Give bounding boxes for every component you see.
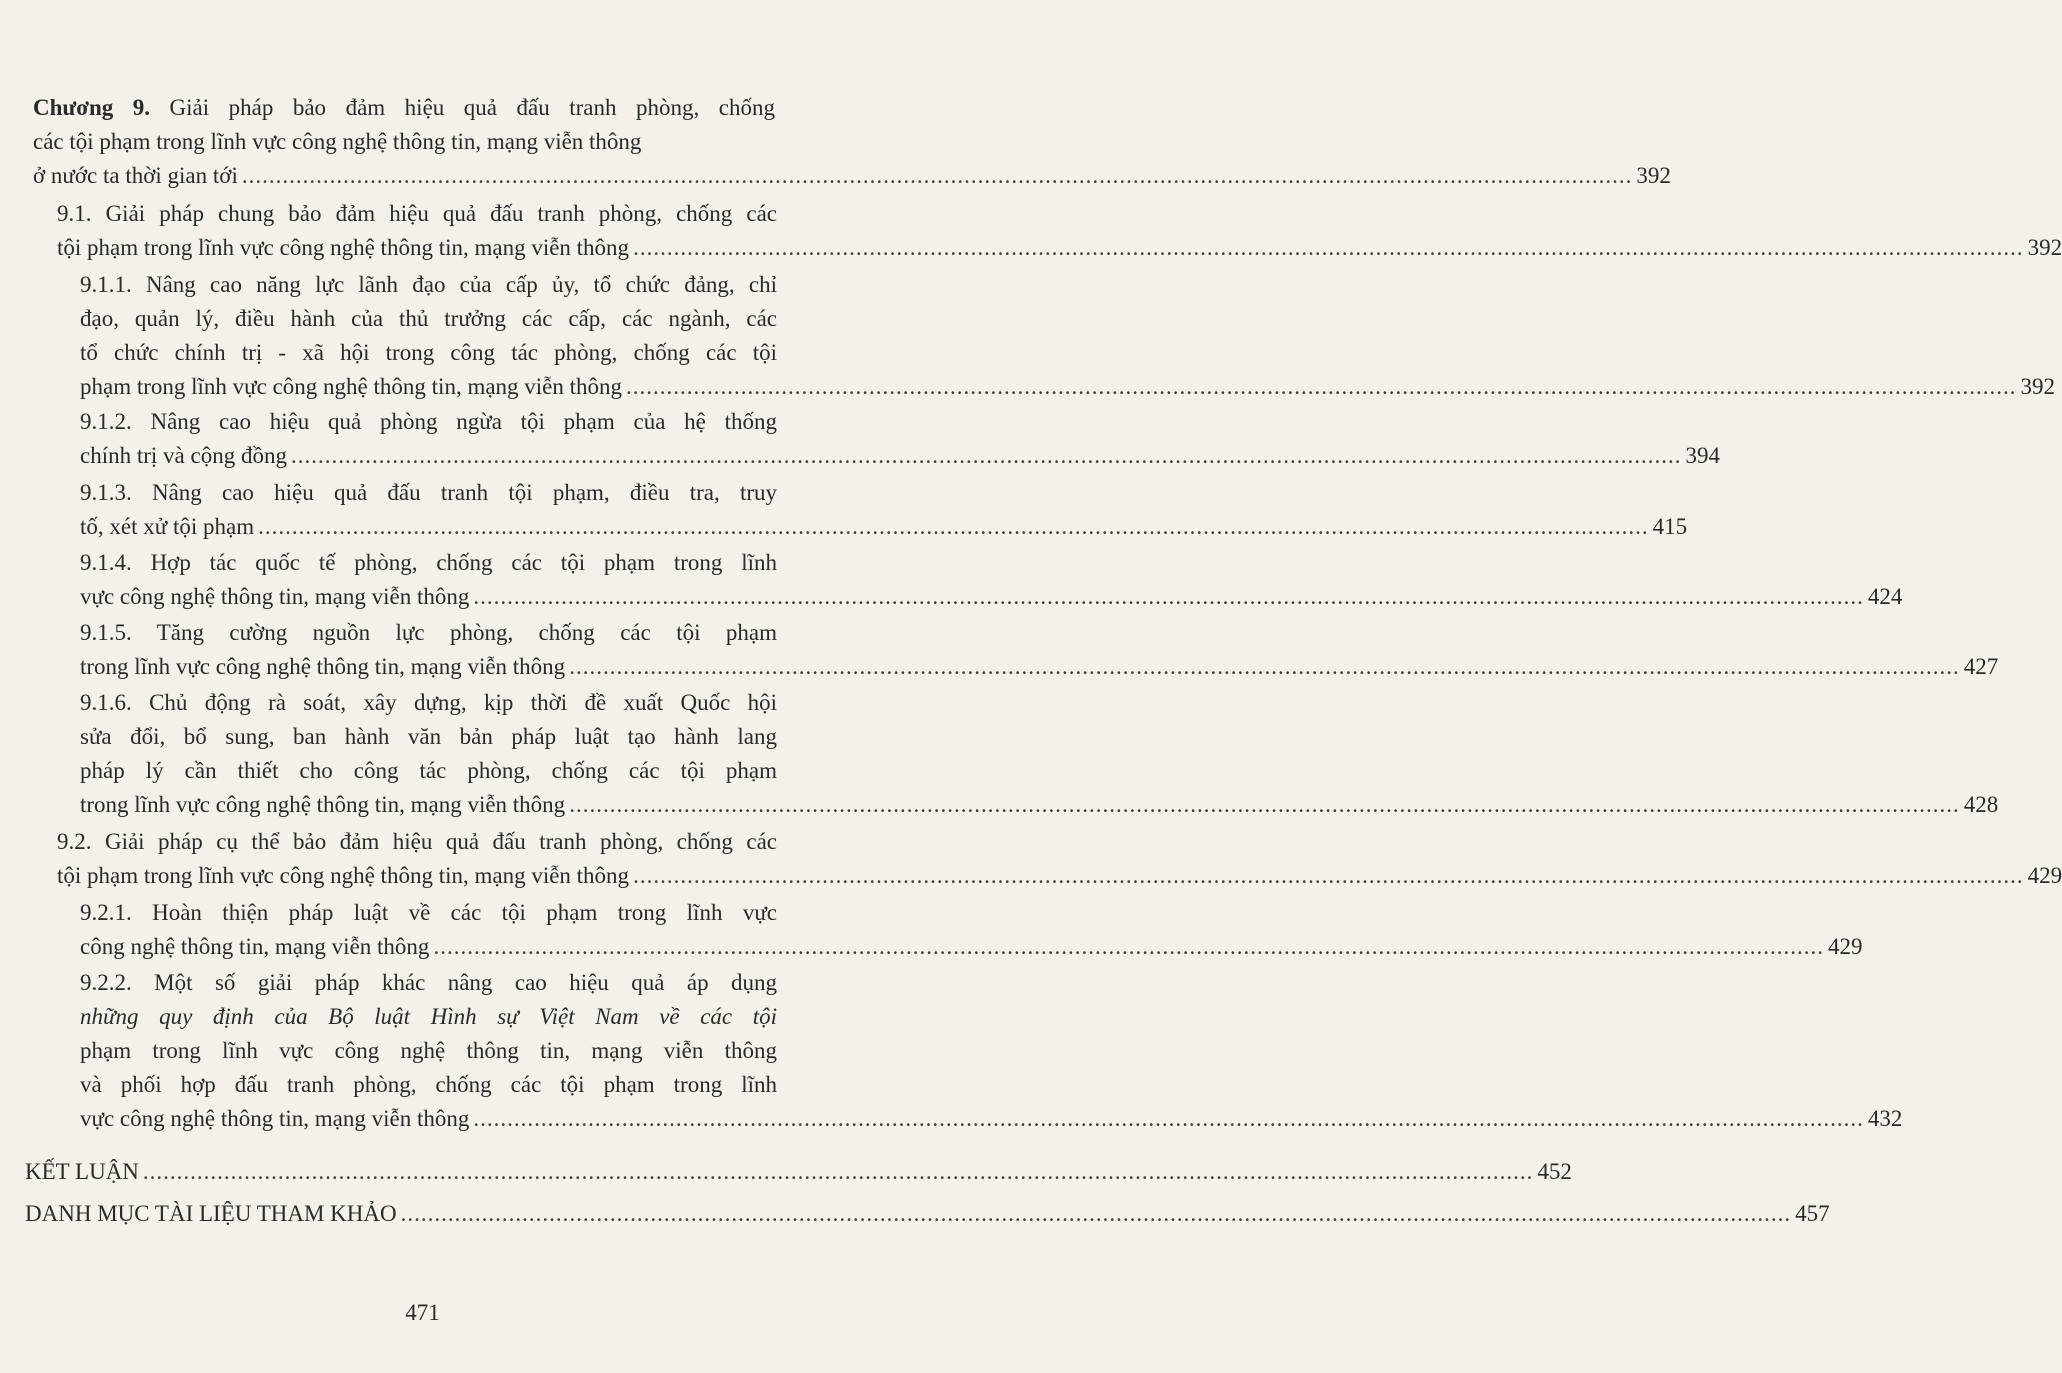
toc-entry-9-2-2 (80, 966, 1903, 1136)
toc-entry-9-1-6 (80, 686, 1999, 822)
toc-line: 9.1.3. Nâng cao hiệu quả đấu tranh tội phạm, điều tra, truy (80, 480, 777, 505)
toc-line: 9.1.2. Nâng cao hiệu quả phòng ngừa tội phạm của hệ thống (80, 409, 777, 434)
chapter-label: Chương 9. (33, 95, 150, 120)
toc-line: vực công nghệ thông tin, mạng viễn thông (80, 1106, 470, 1131)
toc-page-number: 415 (1652, 514, 1688, 539)
toc-line: công nghệ thông tin, mạng viễn thông (80, 934, 430, 959)
toc-line: tổ chức chính trị - xã hội trong công tác phòng, chống các tội (80, 340, 777, 365)
dot-leader: .............................................................................................................................................................................................................. (569, 654, 1960, 679)
toc-entry-chapter-9 (33, 91, 1671, 193)
toc-line: tội phạm trong lĩnh vực công nghệ thông tin, mạng viễn thông (57, 863, 630, 888)
toc-entry-9-2 (57, 825, 2062, 893)
dot-leader: .............................................................................................................................................................................................................. (633, 863, 2024, 888)
toc-line: tội phạm trong lĩnh vực công nghệ thông tin, mạng viễn thông (57, 235, 630, 260)
toc-page-number: 392 (2027, 235, 2062, 260)
dot-leader: .............................................................................................................................................................................................................. (400, 1201, 1792, 1226)
dot-leader: .............................................................................................................................................................................................................. (473, 1106, 1864, 1131)
toc-entry-9-1-3 (80, 476, 1688, 544)
toc-line: 9.1.1. Nâng cao năng lực lãnh đạo của cấp ủy, tổ chức đảng, chỉ (80, 272, 777, 297)
toc-entry-9-1-5 (80, 616, 1999, 684)
toc-line: những quy định của Bộ luật Hình sự Việt Nam về các tội (80, 1004, 777, 1029)
toc-line: đạo, quản lý, điều hành của thủ trưởng các cấp, các ngành, các (80, 306, 777, 331)
toc-line: 9.1.4. Hợp tác quốc tế phòng, chống các tội phạm trong lĩnh (80, 550, 777, 575)
toc-page-number: 424 (1867, 584, 1903, 609)
toc-entry-9-1-2 (80, 405, 1720, 473)
toc-line: phạm trong lĩnh vực công nghệ thông tin, mạng viễn thông (80, 1038, 777, 1063)
toc-line: vực công nghệ thông tin, mạng viễn thông (80, 584, 470, 609)
toc-entry-references (25, 1197, 1830, 1231)
toc-entry-9-1-1 (80, 268, 2056, 404)
dot-leader: .............................................................................................................................................................................................................. (569, 792, 1960, 817)
toc-page-number: 392 (1636, 163, 1671, 188)
toc-line: chính trị và cộng đồng (80, 443, 287, 468)
toc-page-number: 427 (1963, 654, 1999, 679)
toc-page-number: 452 (1537, 1159, 1572, 1184)
page-number-footer: 471 (405, 1300, 440, 1325)
toc-line: 9.1.5. Tăng cường nguồn lực phòng, chống các tội phạm (80, 620, 777, 645)
toc-line: sửa đổi, bổ sung, ban hành văn bản pháp luật tạo hành lang (80, 724, 777, 749)
toc-page-number: 457 (1795, 1201, 1830, 1226)
toc-page-number: 394 (1685, 443, 1720, 468)
toc-line: phạm trong lĩnh vực công nghệ thông tin, mạng viễn thông (80, 374, 623, 399)
toc-entry-conclusion (25, 1155, 1572, 1189)
dot-leader: .............................................................................................................................................................................................................. (142, 1159, 1534, 1184)
toc-line: 9.2. Giải pháp cụ thể bảo đảm hiệu quả đấu tranh phòng, chống các (57, 829, 777, 854)
toc-line: tố, xét xử tội phạm (80, 514, 255, 539)
toc-line: 9.2.2. Một số giải pháp khác nâng cao hiệu quả áp dụng (80, 970, 777, 995)
dot-leader: .............................................................................................................................................................................................................. (633, 235, 2024, 260)
toc-line: Chương 9. Giải pháp bảo đảm hiệu quả đấu tranh phòng, chống (33, 95, 775, 120)
dot-leader: .............................................................................................................................................................................................................. (473, 584, 1864, 609)
toc-page-number: 428 (1963, 792, 1999, 817)
toc-line: pháp lý cần thiết cho công tác phòng, chống các tội phạm (80, 758, 777, 783)
toc-line: các tội phạm trong lĩnh vực công nghệ thông tin, mạng viễn thông (33, 129, 642, 154)
toc-page-number: 429 (1827, 934, 1863, 959)
toc-line: DANH MỤC TÀI LIỆU THAM KHẢO (25, 1201, 397, 1226)
dot-leader: .............................................................................................................................................................................................................. (258, 514, 1649, 539)
toc-line: và phối hợp đấu tranh phòng, chống các tội phạm trong lĩnh (80, 1072, 777, 1097)
toc-page-number: 429 (2027, 863, 2062, 888)
dot-leader: .............................................................................................................................................................................................................. (290, 443, 1682, 468)
toc-entry-9-1-4 (80, 546, 1903, 614)
toc-line: trong lĩnh vực công nghệ thông tin, mạng viễn thông (80, 654, 566, 679)
toc-entry-9-2-1 (80, 896, 1863, 964)
toc-line: 9.2.1. Hoàn thiện pháp luật về các tội phạm trong lĩnh vực (80, 900, 777, 925)
toc-line: KẾT LUẬN (25, 1159, 139, 1184)
toc-page-number: 432 (1867, 1106, 1903, 1131)
toc-line: ở nước ta thời gian tới (33, 163, 238, 188)
dot-leader: .............................................................................................................................................................................................................. (433, 934, 1824, 959)
toc-line: 9.1. Giải pháp chung bảo đảm hiệu quả đấu tranh phòng, chống các (57, 201, 777, 226)
dot-leader: .............................................................................................................................................................................................................. (626, 374, 2017, 399)
toc-line: trong lĩnh vực công nghệ thông tin, mạng viễn thông (80, 792, 566, 817)
toc-line: 9.1.6. Chủ động rà soát, xây dựng, kịp thời đề xuất Quốc hội (80, 690, 777, 715)
toc-page-number: 392 (2020, 374, 2056, 399)
toc-entry-9-1 (57, 197, 2062, 265)
dot-leader: .............................................................................................................................................................................................................. (241, 163, 1633, 188)
